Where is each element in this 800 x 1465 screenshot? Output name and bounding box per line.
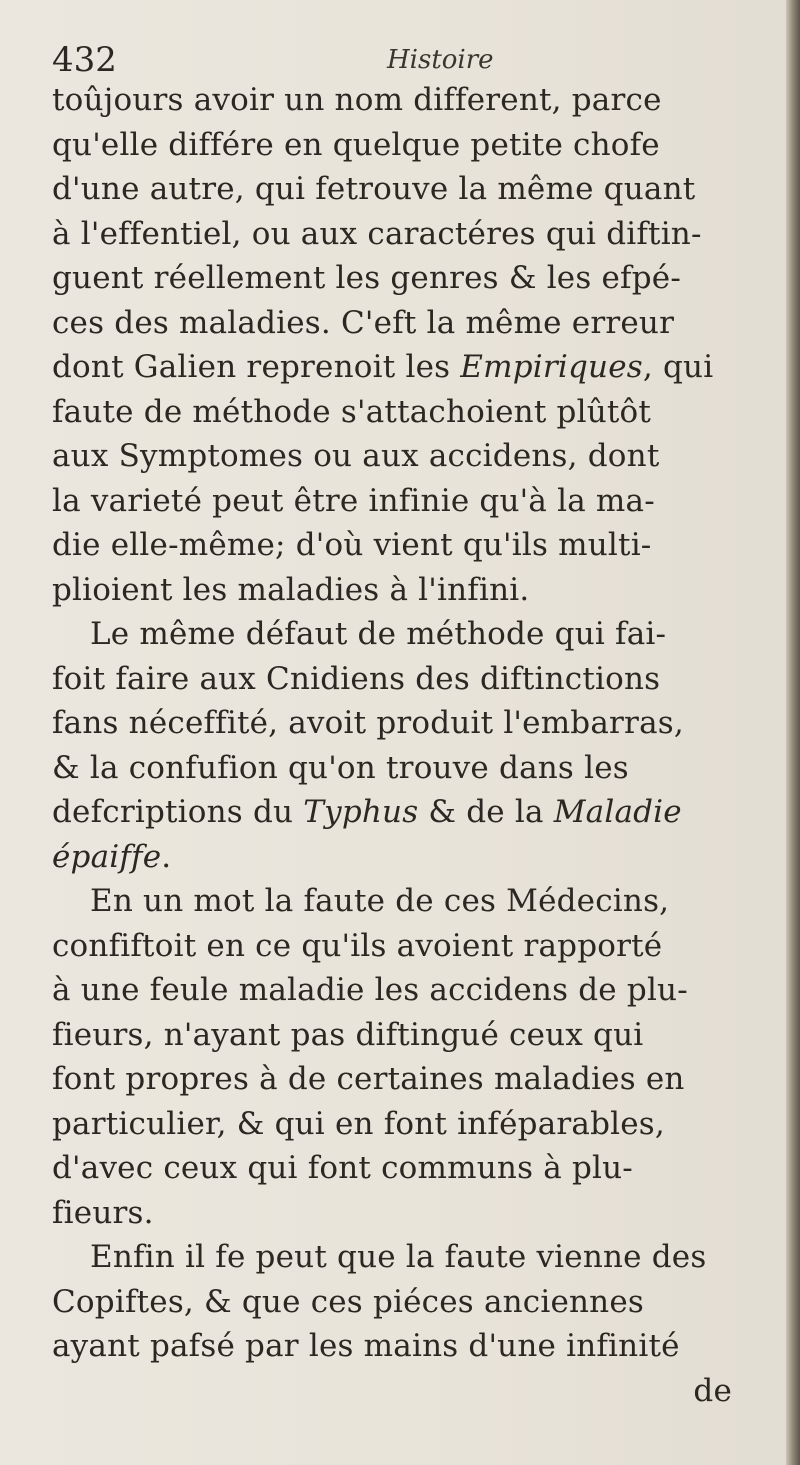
italic-term: Empiriques [460, 349, 643, 385]
page-number: 432 [52, 40, 117, 80]
page-header [52, 36, 752, 84]
text-line: plioient les maladies à l'infini. [52, 571, 530, 608]
text-line: toûjours avoir un nom different, parce [52, 82, 662, 118]
book-spine-edge [786, 0, 800, 1465]
text-line: fans néceffité, avoit produit l'embarras, [52, 705, 684, 741]
text-line: d'une autre, qui fetrouve la même quant [52, 171, 696, 207]
text-line: confiftoit en ce qu'ils avoient rapporté [52, 927, 663, 964]
text-line: foit faire aux Cnidiens des diftinctions [52, 660, 661, 697]
text-line: à l'effentiel, ou aux caractéres qui diftin- [52, 215, 702, 252]
italic-term: Maladie [553, 794, 682, 830]
italic-term: épaiffe [52, 838, 162, 875]
italic-term: Typhus [303, 794, 419, 830]
catchword: de [693, 1372, 732, 1409]
text-line: dont Galien reprenoit les Empiriques, qui [52, 349, 714, 385]
paragraph-start: En un mot la faute de ces Médecins, [90, 883, 670, 919]
text-line: guent réellement les genres & les efpé- [52, 260, 681, 296]
text-line: die elle-même; d'où vient qu'ils multi- [52, 527, 652, 563]
text-line: faute de méthode s'attachoient plûtôt [52, 393, 652, 430]
paragraph-start: Enfin il fe peut que la faute vienne des [90, 1239, 707, 1275]
text-line: épaiffe. [52, 838, 172, 875]
text-line: defcriptions du Typhus & de la Maladie [52, 794, 682, 830]
text-line: d'avec ceux qui font communs à plu- [52, 1150, 633, 1186]
text-line: fieurs. [52, 1194, 154, 1231]
text-line: qu'elle différe en quelque petite chofe [52, 126, 660, 163]
text-line: ayant pafsé par les mains d'une infinité [52, 1328, 680, 1364]
text-line: particulier, & qui en font inféparables, [52, 1105, 665, 1142]
paragraph-start: Le même défaut de méthode qui fai- [90, 616, 667, 652]
body-text [52, 78, 752, 1413]
text-line: la varieté peut être infinie qu'à la ma- [52, 482, 655, 519]
text-line: & la confufion qu'on trouve dans les [52, 749, 629, 786]
text-line: à une feule maladie les accidens de plu- [52, 972, 688, 1008]
text-line: Copiftes, & que ces piéces anciennes [52, 1283, 644, 1320]
text-line: aux Symptomes ou aux accidens, dont [52, 438, 660, 474]
text-line: ces des maladies. C'eft la même erreur [52, 304, 675, 341]
text-line: font propres à de certaines maladies en [52, 1061, 685, 1097]
running-title: Histoire [387, 45, 494, 75]
text-line: fieurs, n'ayant pas diftingué ceux qui [52, 1016, 644, 1053]
